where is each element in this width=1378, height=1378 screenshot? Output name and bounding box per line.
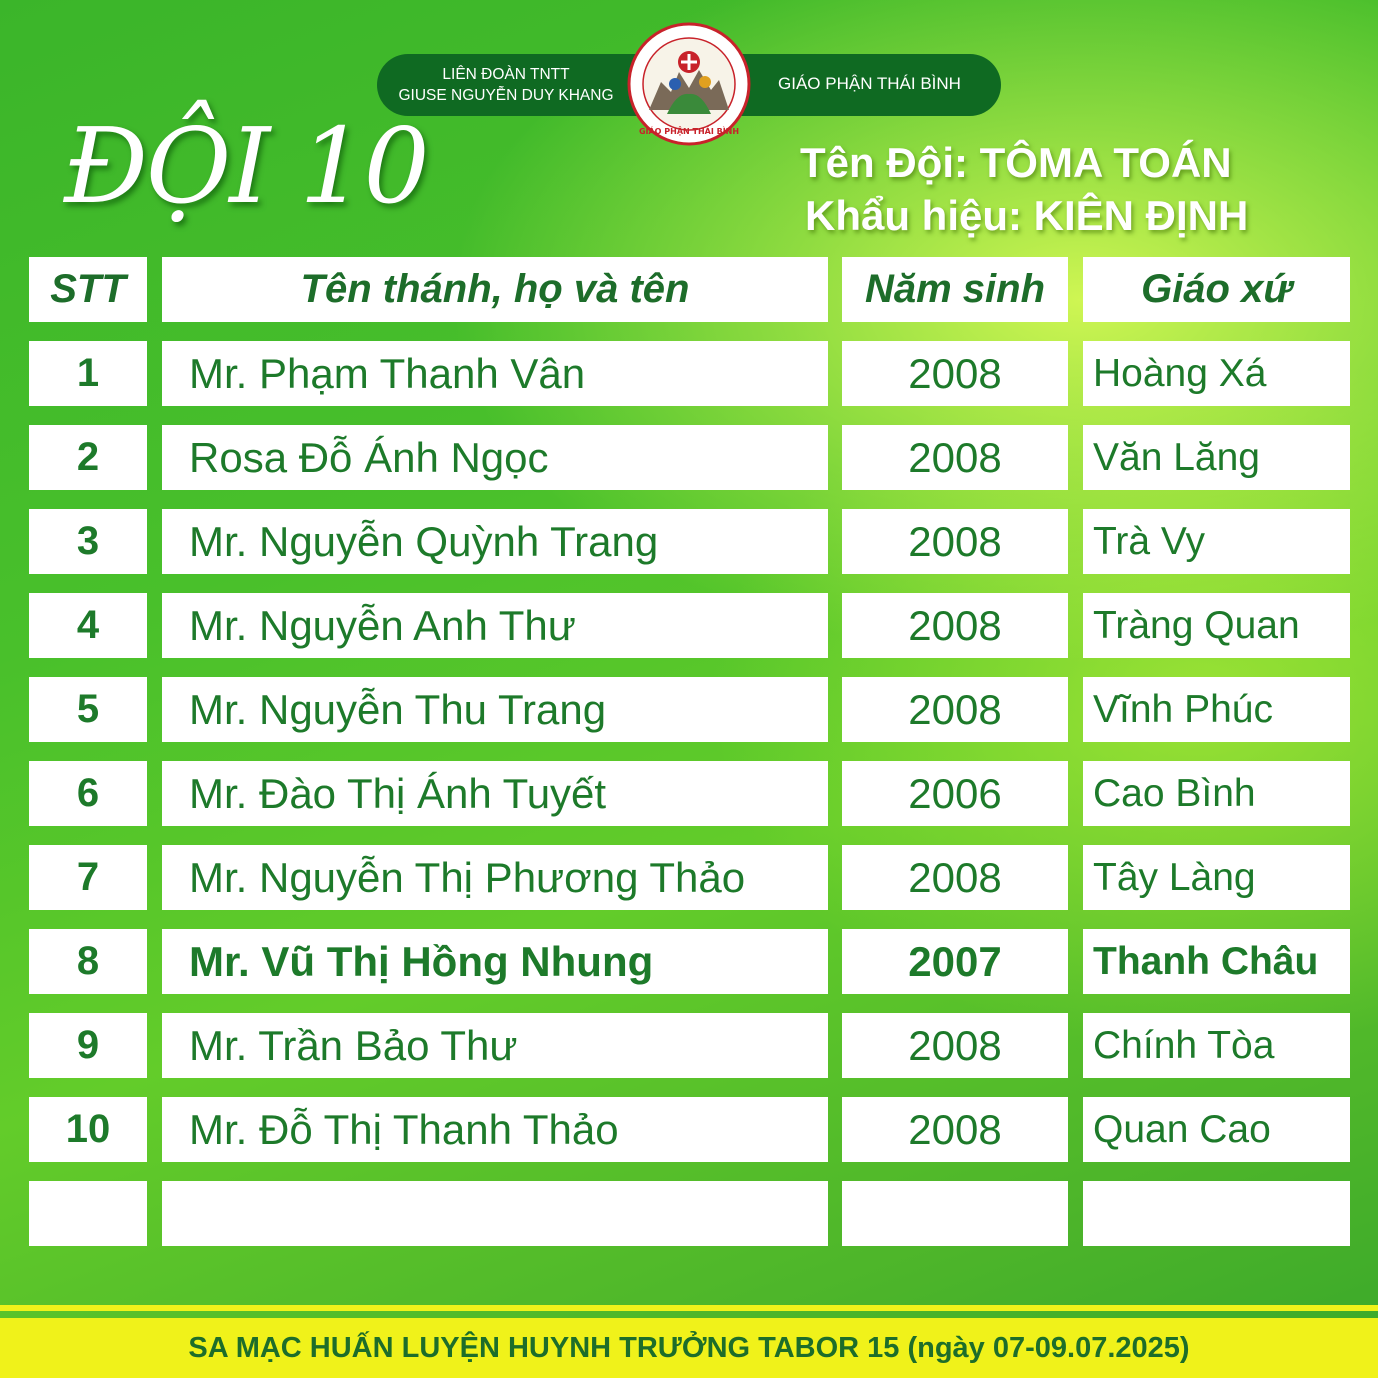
row-name: Mr. Nguyễn Quỳnh Trang: [162, 509, 828, 574]
organization-line-1: LIÊN ĐOÀN TNTT: [442, 66, 570, 83]
row-parish: Quan Cao: [1083, 1097, 1350, 1162]
row-birth-year: 2006: [842, 761, 1068, 826]
row-stt: 9: [29, 1013, 147, 1078]
header-parish: Giáo xứ: [1083, 257, 1350, 322]
row-name: Mr. Đỗ Thị Thanh Thảo: [162, 1097, 828, 1162]
row-name: Mr. Nguyễn Thu Trang: [162, 677, 828, 742]
row-birth-year: 2008: [842, 341, 1068, 406]
row-stt: 10: [29, 1097, 147, 1162]
row-name: Mr. Nguyễn Thị Phương Thảo: [162, 845, 828, 910]
organization-label: [383, 64, 629, 106]
row-stt: [29, 1181, 147, 1246]
organization-line-2: GIUSE NGUYỄN DUY KHANG: [398, 87, 614, 104]
row-birth-year: 2008: [842, 425, 1068, 490]
row-name: Mr. Đào Thị Ánh Tuyết: [162, 761, 828, 826]
row-parish: Tây Làng: [1083, 845, 1350, 910]
team-slogan: Khẩu hiệu: KIÊN ĐỊNH: [805, 192, 1249, 239]
row-name: Mr. Vũ Thị Hồng Nhung: [162, 929, 828, 994]
footer-banner: [0, 1318, 1378, 1378]
row-birth-year: [842, 1181, 1068, 1246]
row-parish: Tràng Quan: [1083, 593, 1350, 658]
organization-logo: [627, 22, 751, 146]
footer-text: SA MẠC HUẤN LUYỆN HUYNH TRƯỞNG TABOR 15 (ngày 07-09.07.2025): [188, 1331, 1190, 1364]
row-stt: 1: [29, 341, 147, 406]
row-stt: 3: [29, 509, 147, 574]
row-stt: 6: [29, 761, 147, 826]
row-parish: Chính Tòa: [1083, 1013, 1350, 1078]
row-stt: 2: [29, 425, 147, 490]
row-birth-year: 2008: [842, 1013, 1068, 1078]
header-birth-year: Năm sinh: [842, 257, 1068, 322]
logo-bottom-text: GIÁO PHẬN THÁI BÌNH: [638, 127, 740, 136]
row-birth-year: 2008: [842, 509, 1068, 574]
row-birth-year: 2007: [842, 929, 1068, 994]
row-name: Mr. Trần Bảo Thư: [162, 1013, 828, 1078]
row-parish: Trà Vy: [1083, 509, 1350, 574]
row-parish: Cao Bình: [1083, 761, 1350, 826]
row-parish: Vĩnh Phúc: [1083, 677, 1350, 742]
row-parish: Hoàng Xá: [1083, 341, 1350, 406]
row-stt: 5: [29, 677, 147, 742]
row-name: Mr. Phạm Thanh Vân: [162, 341, 828, 406]
header-name: Tên thánh, họ và tên: [162, 257, 828, 322]
row-stt: 8: [29, 929, 147, 994]
row-birth-year: 2008: [842, 593, 1068, 658]
row-birth-year: 2008: [842, 845, 1068, 910]
row-name: Mr. Nguyễn Anh Thư: [162, 593, 828, 658]
row-name: Rosa Đỗ Ánh Ngọc: [162, 425, 828, 490]
row-parish: Thanh Châu: [1083, 929, 1350, 994]
row-birth-year: 2008: [842, 677, 1068, 742]
footer-divider: [0, 1305, 1378, 1311]
diocese-label: GIÁO PHẬN THÁI BÌNH: [778, 74, 961, 93]
row-stt: 7: [29, 845, 147, 910]
team-name: Tên Đội: TÔMA TOÁN: [800, 139, 1232, 186]
row-parish: Văn Lăng: [1083, 425, 1350, 490]
row-name: [162, 1181, 828, 1246]
row-parish: [1083, 1181, 1350, 1246]
header-stt: STT: [29, 257, 147, 322]
row-birth-year: 2008: [842, 1097, 1068, 1162]
row-stt: 4: [29, 593, 147, 658]
team-title: ĐỘI 10: [64, 105, 428, 227]
